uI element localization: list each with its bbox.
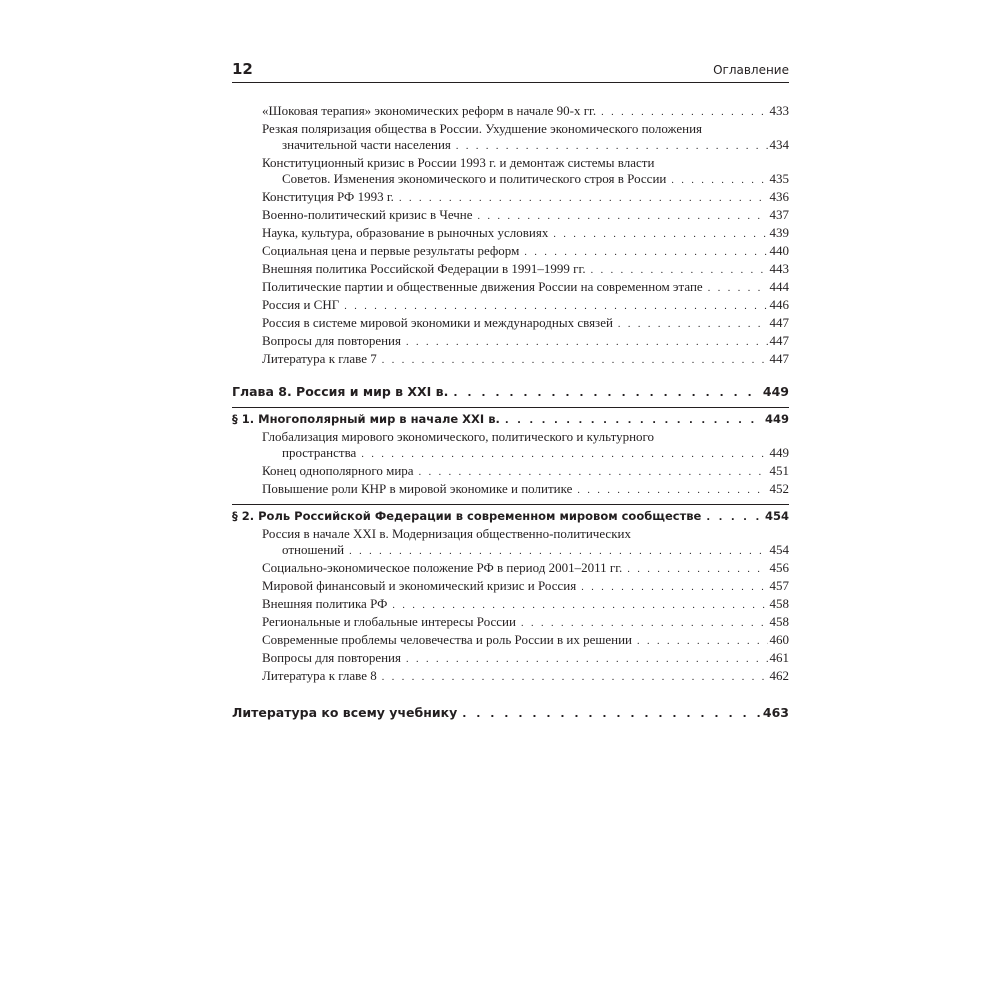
toc-entry-title: Наука, культура, образование в рыночных условиях [262,225,549,240]
dot-leader [406,652,768,668]
dot-leader [671,173,767,189]
toc-entry-page: 436 [769,189,789,204]
toc-entry-page: 447 [769,315,789,330]
toc-entry-page: 449 [769,445,789,460]
toc-entry-page: 456 [769,560,789,575]
toc-entry[interactable] [262,279,789,297]
toc-entry-title: Вопросы для повторения [262,333,401,348]
toc-entry[interactable] [262,650,789,668]
dot-leader [524,245,767,261]
toc-entry-title: «Шоковая терапия» экономических реформ в начале 90-х гг. [262,103,597,118]
toc-entry-page: 454 [769,542,789,557]
toc-entry-page: 446 [769,297,789,312]
toc-entry-title: Социально-экономическое положение РФ в период 2001–2011 гг. [262,560,623,575]
toc-entry[interactable] [262,463,789,481]
toc-entry-title: Конец однополярного мира [262,463,414,478]
toc-entry-title: Повышение роли КНР в мировой экономике и политике [262,481,573,496]
toc-entry-page: 451 [769,463,789,478]
dot-leader [591,263,768,279]
toc-entry-page: 462 [769,668,789,683]
toc-entry[interactable] [262,481,789,499]
toc-bibliography-title: Литература ко всему учебнику [232,705,458,720]
toc-entry[interactable] [262,315,789,333]
dot-leader [361,447,767,463]
toc-entry-page: 452 [769,481,789,496]
toc-entry[interactable] [262,578,789,596]
toc-entry[interactable] [262,632,789,650]
toc-entry-page: 461 [769,650,789,665]
dot-leader [382,670,768,686]
toc-entry[interactable] [262,429,789,463]
toc-entry-title: Региональные и глобальные интересы России [262,614,516,629]
toc-section-1[interactable] [232,411,789,429]
toc-bibliography-page: 463 [762,705,789,720]
toc-entry-page: 460 [769,632,789,647]
toc-chapter-8-title: Глава 8. Россия и мир в XXI в. [232,384,449,399]
toc-entry-title: Мировой финансовый и экономический кризис и Россия [262,578,577,593]
dot-leader [419,465,768,481]
toc-entry-title: Внешняя политика РФ [262,596,388,611]
toc-entry[interactable] [262,526,789,560]
dot-leader [601,105,767,121]
toc-entry[interactable] [262,225,789,243]
toc-entry-title: отношений [282,542,345,557]
toc-entry-page: 439 [769,225,789,240]
dot-leader [406,335,768,351]
dot-leader [505,412,763,429]
toc-entry[interactable] [262,261,789,279]
toc-entry-page: 444 [769,279,789,294]
running-title: Оглавление [713,63,789,77]
toc-entry-page: 433 [769,103,789,118]
toc-entry-title: Россия в начале XXI в. Модернизация общественно-политических [262,526,631,541]
toc-entry-title: Конституция РФ 1993 г. [262,189,394,204]
toc-entry-page: 443 [769,261,789,276]
dot-leader [577,483,767,499]
toc-subentries-chapter7 [232,103,789,369]
dot-leader [708,281,768,297]
toc-entry[interactable] [262,333,789,351]
toc-entry[interactable] [262,614,789,632]
toc-entry-page: 437 [769,207,789,222]
toc-entry[interactable] [262,560,789,578]
toc-entry-title: Вопросы для повторения [262,650,401,665]
dot-leader [453,384,761,402]
toc-entry-title: значительной части населения [282,137,451,152]
toc-section-1-title: § 1. Многополярный мир в начале XXI в. [232,412,500,426]
dot-leader [618,317,768,333]
toc-entry-title: Политические партии и общественные движения России на современном этапе [262,279,703,294]
toc-entry[interactable] [262,297,789,315]
toc-entry-title: Литература к главе 7 [262,351,377,366]
toc-entry[interactable] [262,243,789,261]
toc-entry-title: пространства [282,445,357,460]
toc-entry-title: Конституционный кризис в России 1993 г. и демонтаж системы власти [262,155,655,170]
toc-entry-title: Советов. Изменения экономического и политического строя в России [282,171,667,186]
dot-leader [462,705,761,723]
dot-leader [456,139,768,155]
dot-leader [349,544,767,560]
toc-section-1-page: 449 [764,412,789,426]
toc-entry[interactable] [262,351,789,369]
toc-entry-page: 434 [769,137,789,152]
table-of-contents [232,103,789,723]
dot-leader [382,353,768,369]
toc-entry-page: 457 [769,578,789,593]
dot-leader [581,580,767,596]
toc-entry-page: 435 [769,171,789,186]
toc-section-2[interactable] [232,508,789,526]
toc-entry[interactable] [262,121,789,155]
toc-entry-title: Россия и СНГ [262,297,340,312]
toc-entry-title: Резкая поляризация общества в России. Ухудшение экономического положения [262,121,703,136]
toc-entry[interactable] [262,189,789,207]
dot-leader [627,562,767,578]
page-header [232,58,789,83]
toc-subentries-section2 [232,526,789,686]
toc-entry-title: Военно-политический кризис в Чечне [262,207,473,222]
toc-entry-title: Литература к главе 8 [262,668,377,683]
toc-entry[interactable] [262,155,789,189]
dot-leader [344,299,767,315]
dot-leader [392,598,767,614]
dot-leader [399,191,768,207]
toc-entry-page: 447 [769,333,789,348]
toc-bibliography[interactable] [232,704,789,723]
toc-entry-page: 447 [769,351,789,366]
toc-entry-title: Внешняя политика Российской Федерации в 1991–1999 гг. [262,261,586,276]
toc-entry-title: Россия в системе мировой экономики и международных связей [262,315,613,330]
toc-entry-page: 440 [769,243,789,258]
toc-entry[interactable] [262,103,789,121]
toc-entry[interactable] [262,207,789,225]
toc-entry[interactable] [262,596,789,614]
dot-leader [521,616,768,632]
dot-leader [706,509,763,526]
dot-leader [553,227,767,243]
dot-leader [637,634,768,650]
toc-section-2-title: § 2. Роль Российской Федерации в современном мировом сообществе [232,509,702,523]
toc-subentries-section1 [232,429,789,499]
toc-section-2-page: 454 [764,509,789,523]
document-page [232,58,789,723]
toc-entry-page: 458 [769,614,789,629]
toc-entry-title: Социальная цена и первые результаты реформ [262,243,520,258]
toc-entry[interactable] [262,668,789,686]
page-number: 12 [232,60,253,78]
toc-chapter-8[interactable] [232,383,789,402]
toc-entry-title: Глобализация мирового экономического, политического и культурного [262,429,655,444]
toc-entry-title: Современные проблемы человечества и роль России в их решении [262,632,632,647]
toc-entry-page: 458 [769,596,789,611]
dot-leader [478,209,768,225]
toc-chapter-8-page: 449 [762,384,789,399]
